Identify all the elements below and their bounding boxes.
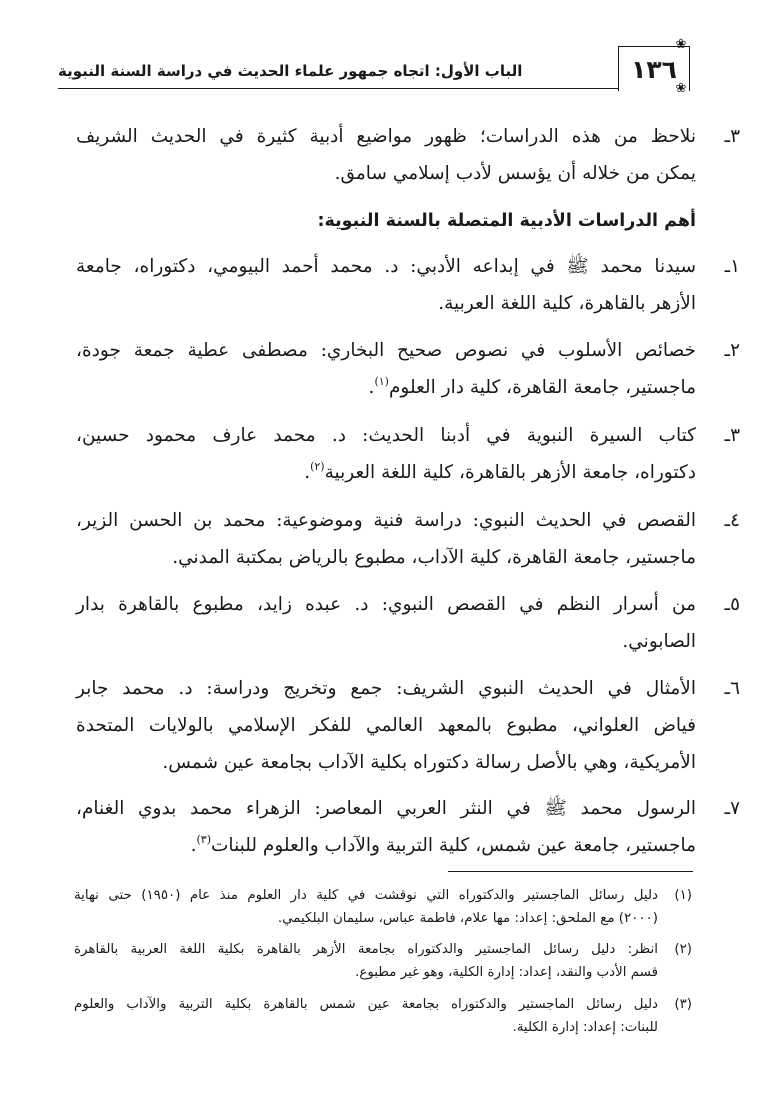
study-item — [76, 586, 740, 660]
observation-paragraph — [76, 118, 740, 192]
floral-ornament-icon: ❀ — [675, 37, 687, 52]
footnote-line: قسم الأدب والنقد، إعداد: إدارة الكلية، وهو غير مطبوع. — [355, 965, 658, 980]
study-line-last — [76, 369, 696, 406]
paragraph-line: يمكن من خلاله أن يؤسس لأدب إسلامي سامق. — [334, 163, 696, 184]
header-rule — [58, 88, 618, 89]
study-number: ٢ـ — [724, 340, 740, 361]
floral-ornament-icon: ❀ — [675, 81, 687, 96]
paragraph-number: ٣ـ — [724, 126, 740, 147]
study-item — [76, 417, 740, 491]
study-line: سيدنا محمد ﷺ في إبداعه الأدبي: د. محمد أحمد البيومي، دكتوراه، جامعة — [76, 256, 696, 277]
study-line: الأمثال في الحديث النبوي الشريف: جمع وتخريج ودراسة: د. محمد جابر — [76, 678, 696, 699]
sentence-end: . — [304, 462, 311, 483]
running-title: الباب الأول: اتجاه جمهور علماء الحديث في دراسة السنة النبوية — [58, 62, 523, 80]
footnote-number: (١) — [674, 888, 692, 903]
footnote — [74, 884, 692, 930]
study-item — [76, 332, 740, 406]
study-line-last — [76, 827, 696, 864]
study-number: ٣ـ — [724, 425, 740, 446]
study-line-text: دكتوراه، جامعة الأزهر بالقاهرة، كلية اللغة العربية — [324, 462, 696, 483]
footnote-text — [74, 884, 658, 930]
study-line: الصابوني. — [622, 631, 696, 652]
footnote-separator — [448, 871, 693, 872]
footnote-ref[interactable]: (٣) — [196, 833, 212, 846]
footnote-line: دليل رسائل الماجستير والدكتوراه التي نوقشت في كلية دار العلوم منذ عام (١٩٥٠) حتى نهاية — [74, 888, 658, 903]
study-line: فياض العلواني، مطبوع بالمعهد العالمي للفكر الإسلامي بالولايات المتحدة — [76, 715, 696, 736]
footnote-line: انظر: دليل رسائل الماجستير والدكتوراه بجامعة الأزهر بالقاهرة بكلية اللغة العربية بالقاهرة — [74, 942, 658, 957]
study-number: ٧ـ — [724, 798, 740, 819]
study-number: ٥ـ — [724, 594, 740, 615]
study-line: القصص في الحديث النبوي: دراسة فنية وموضوعية: محمد بن الحسن الزير، — [76, 510, 696, 531]
study-line: من أسرار النظم في القصص النبوي: د. عبده زايد، مطبوع بالقاهرة بدار — [76, 594, 696, 615]
study-line-text: ماجستير، جامعة القاهرة، كلية دار العلوم — [388, 377, 696, 398]
footnote-ref[interactable]: (٢) — [310, 460, 325, 473]
study-item — [76, 790, 740, 864]
paragraph-line: نلاحظ من هذه الدراسات؛ ظهور مواضيع أدبية كثيرة في الحديث الشريف — [76, 126, 696, 147]
footnote — [74, 993, 692, 1039]
study-item — [76, 248, 740, 322]
section-heading: أهم الدراسات الأدبية المتصلة بالسنة النبوية: — [317, 211, 696, 231]
sentence-end: . — [190, 835, 197, 856]
study-number: ١ـ — [724, 256, 740, 277]
footnote-line: للبنات: إعداد: إدارة الكلية. — [512, 1020, 658, 1035]
study-item — [76, 670, 740, 781]
study-line-last — [76, 454, 696, 491]
footnote-line: دليل رسائل الماجستير والدكتوراه بجامعة عين شمس بالقاهرة بكلية التربية والآداب والعلوم — [74, 997, 658, 1012]
footnote-number: (٣) — [674, 997, 692, 1012]
footnote-text — [74, 993, 658, 1039]
study-line: كتاب السيرة النبوية في أدبنا الحديث: د. محمد عارف محمود حسين، — [76, 425, 696, 446]
study-line: الأزهر بالقاهرة، كلية اللغة العربية. — [438, 293, 696, 314]
study-line-text: ماجستير، جامعة عين شمس، كلية التربية والآداب والعلوم للبنات — [211, 835, 696, 856]
footnote-number: (٢) — [674, 942, 692, 957]
sentence-end: . — [368, 377, 375, 398]
study-line: ماجستير، جامعة القاهرة، كلية الآداب، مطبوع بالرياض بمكتبة المدني. — [172, 547, 696, 568]
page-header — [58, 37, 698, 96]
footnote-line: (٢٠٠٠) مع الملحق: إعداد: مها علام، فاطمة عباس، سليمان البلكيمي. — [277, 911, 658, 926]
footnote-text — [74, 938, 658, 984]
study-line: الرسول محمد ﷺ في النثر العربي المعاصر: الزهراء محمد بدوي الغنام، — [76, 798, 696, 819]
study-item — [76, 502, 740, 576]
study-number: ٦ـ — [724, 678, 740, 699]
footnote — [74, 938, 692, 984]
study-line: خصائص الأسلوب في نصوص صحيح البخاري: مصطفى عطية جمعة جودة، — [76, 340, 696, 361]
page-number: ١٣٦ — [631, 54, 677, 84]
footnote-ref[interactable]: (١) — [374, 375, 389, 388]
study-number: ٤ـ — [724, 510, 740, 531]
study-line: الأمريكية، وهي بالأصل رسالة دكتوراه بكلية الآداب بجامعة عين شمس. — [162, 752, 696, 773]
